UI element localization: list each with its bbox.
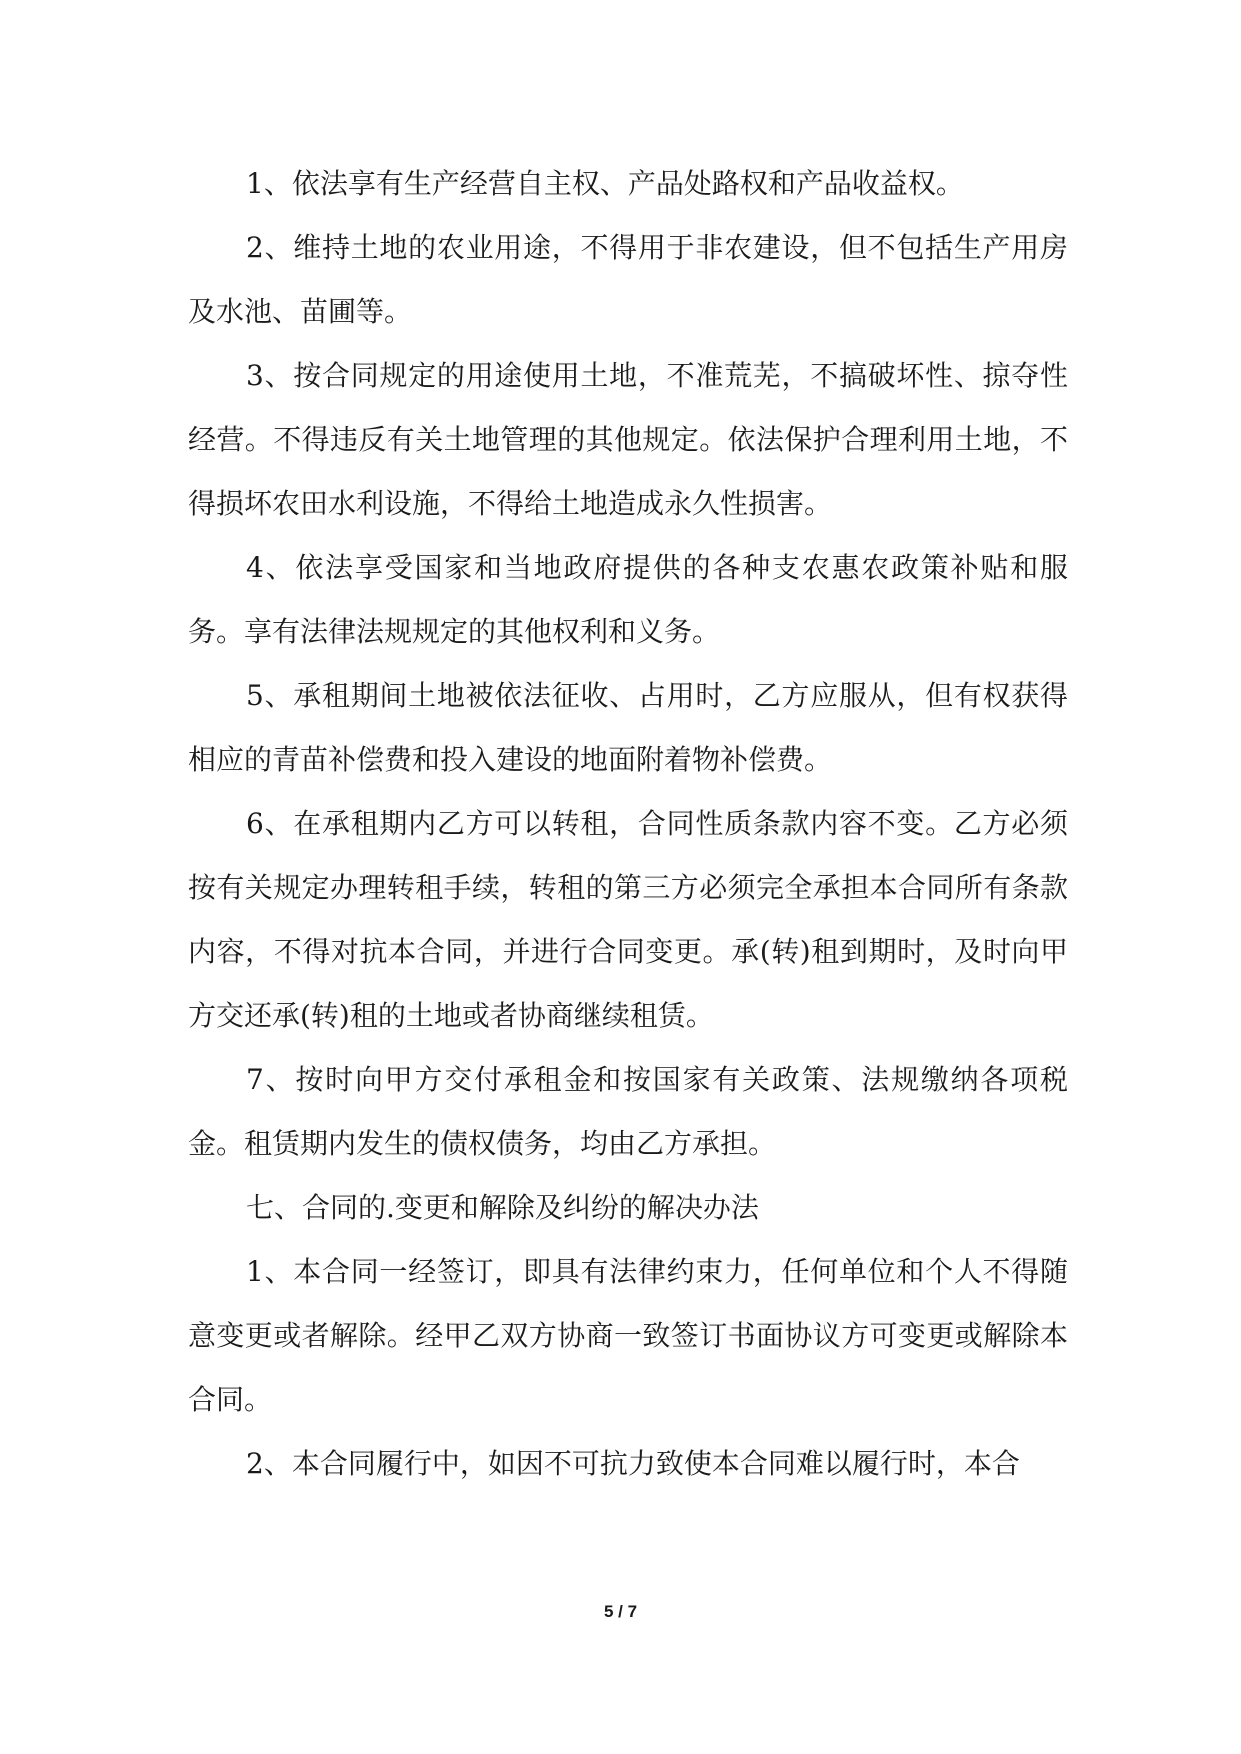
paragraph-change-2: 2、本合同履行中，如因不可抗力致使本合同难以履行时，本合: [246, 1447, 1020, 1480]
paragraph-rights-5: 5、承租期间土地被依法征收、占用时，乙方应服从，但有权获得相应的青苗补偿费和投入建设的地面附着物补偿费。: [188, 679, 1068, 776]
section-heading-7: 七、合同的.变更和解除及纠纷的解决办法: [246, 1191, 759, 1224]
paragraph-rights-1: 1、依法享有生产经营自主权、产品处路权和产品收益权。: [246, 167, 964, 200]
document-body: [188, 152, 1068, 1496]
paragraph-rights-2: 2、维持土地的农业用途，不得用于非农建设，但不包括生产用房及水池、苗圃等。: [188, 231, 1068, 328]
paragraph-rights-3: 3、按合同规定的用途使用土地，不准荒芜，不搞破坏性、掠夺性经营。不得违反有关土地管理的其他规定。依法保护合理利用土地，不得损坏农田水利设施，不得给土地造成永久性损害。: [188, 359, 1068, 520]
page-number: 5 / 7: [603, 1602, 638, 1621]
paragraph-change-1: 1、本合同一经签订，即具有法律约束力，任何单位和个人不得随意变更或者解除。经甲乙双方协商一致签订书面协议方可变更或解除本合同。: [188, 1255, 1068, 1416]
paragraph-rights-4: 4、依法享受国家和当地政府提供的各种支农惠农政策补贴和服务。享有法律法规规定的其他权利和义务。: [188, 551, 1068, 648]
paragraph-rights-6: 6、在承租期内乙方可以转租，合同性质条款内容不变。乙方必须按有关规定办理转租手续，转租的第三方必须完全承担本合同所有条款内容，不得对抗本合同，并进行合同变更。承(转)租到期时，及时向甲方交还承(转)租的土地或者协商继续租赁。: [188, 807, 1068, 1032]
paragraph-rights-7: 7、按时向甲方交付承租金和按国家有关政策、法规缴纳各项税金。租赁期内发生的债权债务，均由乙方承担。: [188, 1063, 1068, 1160]
